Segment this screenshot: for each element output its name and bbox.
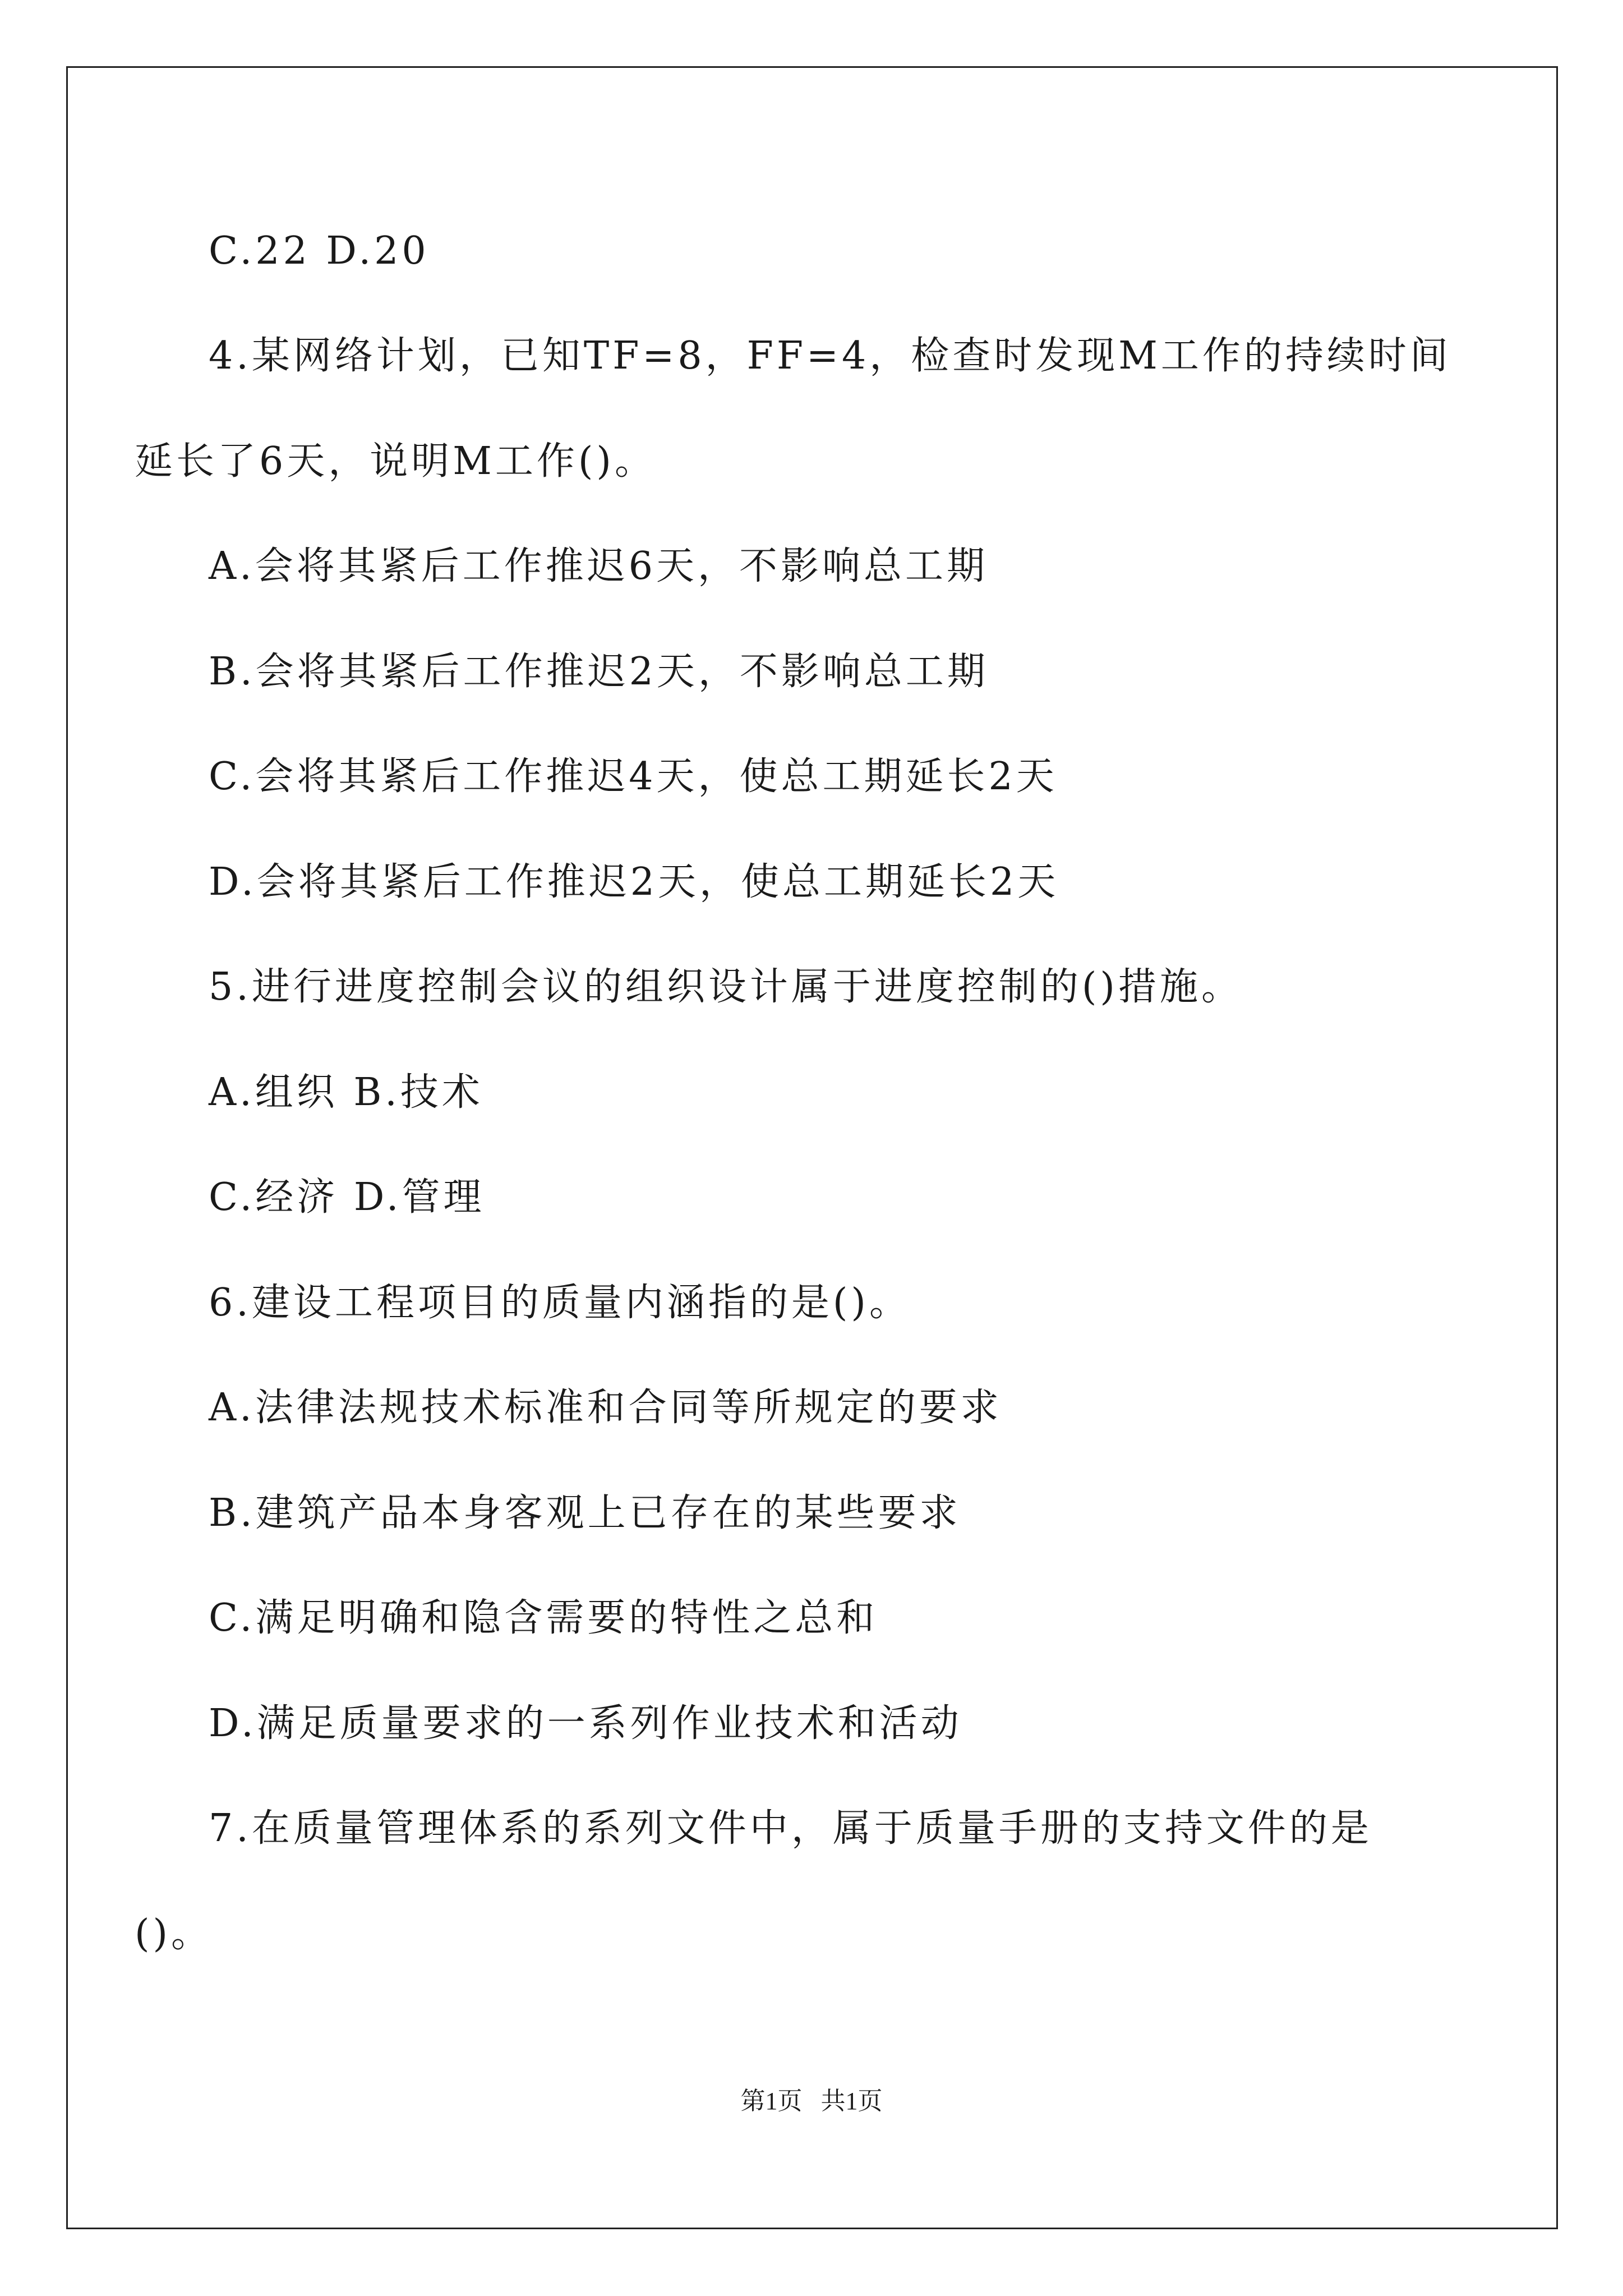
page-footer: 第1页 共1页	[740, 2087, 883, 2115]
option-line: D.会将其紧后工作推迟2天，使总工期延长2天	[209, 860, 1059, 904]
option-line: B.建筑产品本身客观上已存在的某些要求	[209, 1491, 961, 1535]
option-line: A.法律法规技术标准和合同等所规定的要求	[209, 1386, 1002, 1430]
question-7: 7.在质量管理体系的系列文件中，属于质量手册的支持文件的是	[209, 1806, 1372, 1851]
option-line: B.会将其紧后工作推迟2天，不影响总工期	[209, 650, 989, 694]
option-line: C.经济 D.管理	[209, 1175, 485, 1220]
question-6: 6.建设工程项目的质量内涵指的是()。	[209, 1281, 911, 1325]
question-4: 4.某网络计划，已知TF=8，FF=4，检查时发现M工作的持续时间	[209, 334, 1451, 378]
option-line: C.满足明确和隐含需要的特性之总和	[209, 1596, 878, 1640]
question-7-continued: ()。	[135, 1912, 213, 1956]
option-line: A.组织 B.技术	[209, 1070, 483, 1115]
question-4-continued: 延长了6天，说明M工作()。	[135, 439, 656, 484]
option-line: C.22 D.20	[209, 229, 430, 273]
option-line: A.会将其紧后工作推迟6天，不影响总工期	[209, 544, 988, 588]
question-5: 5.进行进度控制会议的组织设计属于进度控制的()措施。	[209, 965, 1243, 1009]
option-line: C.会将其紧后工作推迟4天，使总工期延长2天	[209, 754, 1058, 799]
option-line: D.满足质量要求的一系列作业技术和活动	[209, 1701, 962, 1746]
